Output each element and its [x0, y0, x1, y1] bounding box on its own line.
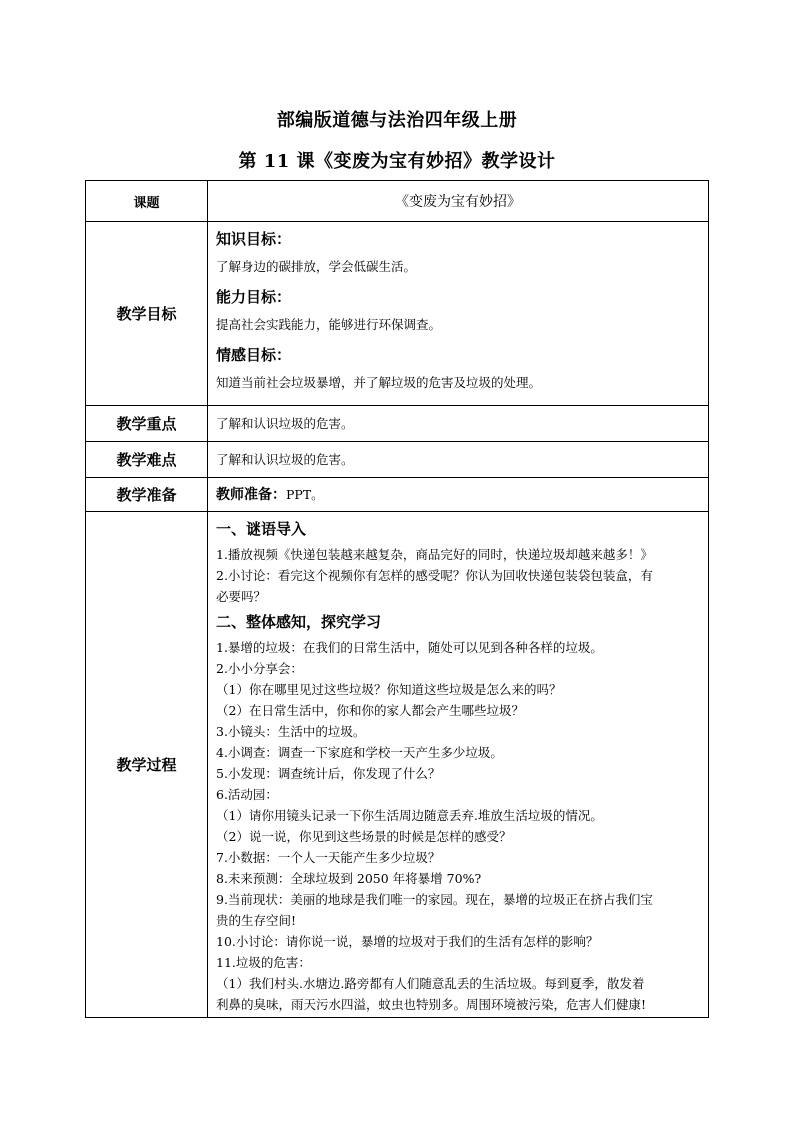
- difficulty-text: 了解和认识垃圾的危害。: [216, 452, 354, 467]
- preparation-row: [86, 478, 709, 512]
- section2-line: 9.当前现状：美丽的地球是我们唯一的家园。现在，暴增的垃圾正在挤占我们宝: [216, 892, 653, 907]
- difficulty-value: [208, 442, 709, 478]
- section2-line: 4.小调查：调查一下家庭和学校一天产生多少垃圾。: [216, 745, 503, 760]
- section2-line: 8.未来预测：全球垃圾到 2050 年将暴增 70%?: [216, 871, 482, 886]
- section2-line: （2）在日常生活中，你和你的家人都会产生哪些垃圾？: [216, 703, 524, 718]
- process-label: 教学过程: [86, 512, 208, 1018]
- section2-line: 6.活动园：: [216, 787, 278, 802]
- difficulty-row: [86, 442, 709, 478]
- key-point-value: [208, 406, 709, 442]
- knowledge-heading: 知识目标：: [216, 230, 292, 248]
- process-content: [208, 512, 709, 1018]
- preparation-text: PPT。: [286, 487, 324, 502]
- document-subtitle: 第 11 课《变废为宝有妙招》教学设计: [238, 151, 556, 172]
- document-title: 部编版道德与法治四年级上册: [276, 110, 518, 131]
- goals-label: 教学目标: [86, 222, 208, 406]
- topic-row: [86, 181, 709, 222]
- key-point-label: 教学重点: [86, 406, 208, 442]
- section2-line: （1）请你用镜头记录一下你生活周边随意丢弃.堆放生活垃圾的情况。: [216, 808, 603, 823]
- preparation-label: 教学准备: [86, 478, 208, 512]
- preparation-value: [208, 478, 709, 512]
- goals-content: [208, 222, 709, 406]
- topic-label: 课题: [86, 181, 208, 222]
- section2-line: （1）我们村头.水塘边.路旁都有人们随意乱丢的生活垃圾。每到夏季，散发着: [216, 976, 645, 991]
- emotion-heading: 情感目标：: [216, 346, 292, 364]
- difficulty-label: 教学难点: [86, 442, 208, 478]
- key-point-row: [86, 406, 709, 442]
- section2-line: 利鼻的臭味，雨天污水四溢，蚊虫也特别多。周围环境被污染，危害人们健康!: [216, 997, 647, 1012]
- section1-line: 2.小讨论：看完这个视频你有怎样的感受呢？你认为回收快递包装袋包装盒，有: [216, 568, 653, 583]
- section2-line: 5.小发现：调查统计后，你发现了什么？: [216, 766, 441, 781]
- lesson-plan-table: [85, 180, 709, 1018]
- section2-line: （2）说一说，你见到这些场景的时候是怎样的感受？: [216, 829, 512, 844]
- section2-heading: 二、整体感知，探究学习: [216, 613, 382, 631]
- section2-line: （1）你在哪里见过这些垃圾？你知道这些垃圾是怎么来的吗？: [216, 682, 562, 697]
- ability-text: 提高社会实践能力，能够进行环保调查。: [216, 317, 442, 332]
- section1-line: 1.播放视频《快递包装越来越复杂，商品完好的同时，快递垃圾却越来越多！》: [216, 547, 653, 562]
- section1-heading: 一、谜语导入: [216, 520, 307, 538]
- section2-line: 3.小镜头：生活中的垃圾。: [216, 724, 366, 739]
- section2-line: 7.小数据：一个人一天能产生多少垃圾？: [216, 850, 441, 865]
- section2-line: 10.小讨论：请你说一说，暴增的垃圾对于我们的生活有怎样的影响？: [216, 934, 599, 949]
- preparation-prefix: 教师准备：: [216, 487, 286, 503]
- section2-line: 贵的生存空间!: [216, 913, 297, 928]
- process-row: [86, 512, 709, 1018]
- knowledge-text: 了解身边的碳排放，学会低碳生活。: [216, 259, 417, 274]
- section2-line: 11.垃圾的危害：: [216, 955, 311, 970]
- key-point-text: 了解和认识垃圾的危害。: [216, 416, 354, 431]
- section1-line: 必要吗？: [216, 589, 267, 604]
- topic-value: 《变废为宝有妙招》: [208, 181, 709, 222]
- emotion-text: 知道当前社会垃圾暴增，并了解垃圾的危害及垃圾的处理。: [216, 375, 542, 390]
- ability-heading: 能力目标：: [216, 288, 292, 306]
- goals-row: [86, 222, 709, 406]
- section2-line: 1.暴增的垃圾：在我们的日常生活中，随处可以见到各种各样的垃圾。: [216, 640, 603, 655]
- section2-line: 2.小小分享会：: [216, 661, 303, 676]
